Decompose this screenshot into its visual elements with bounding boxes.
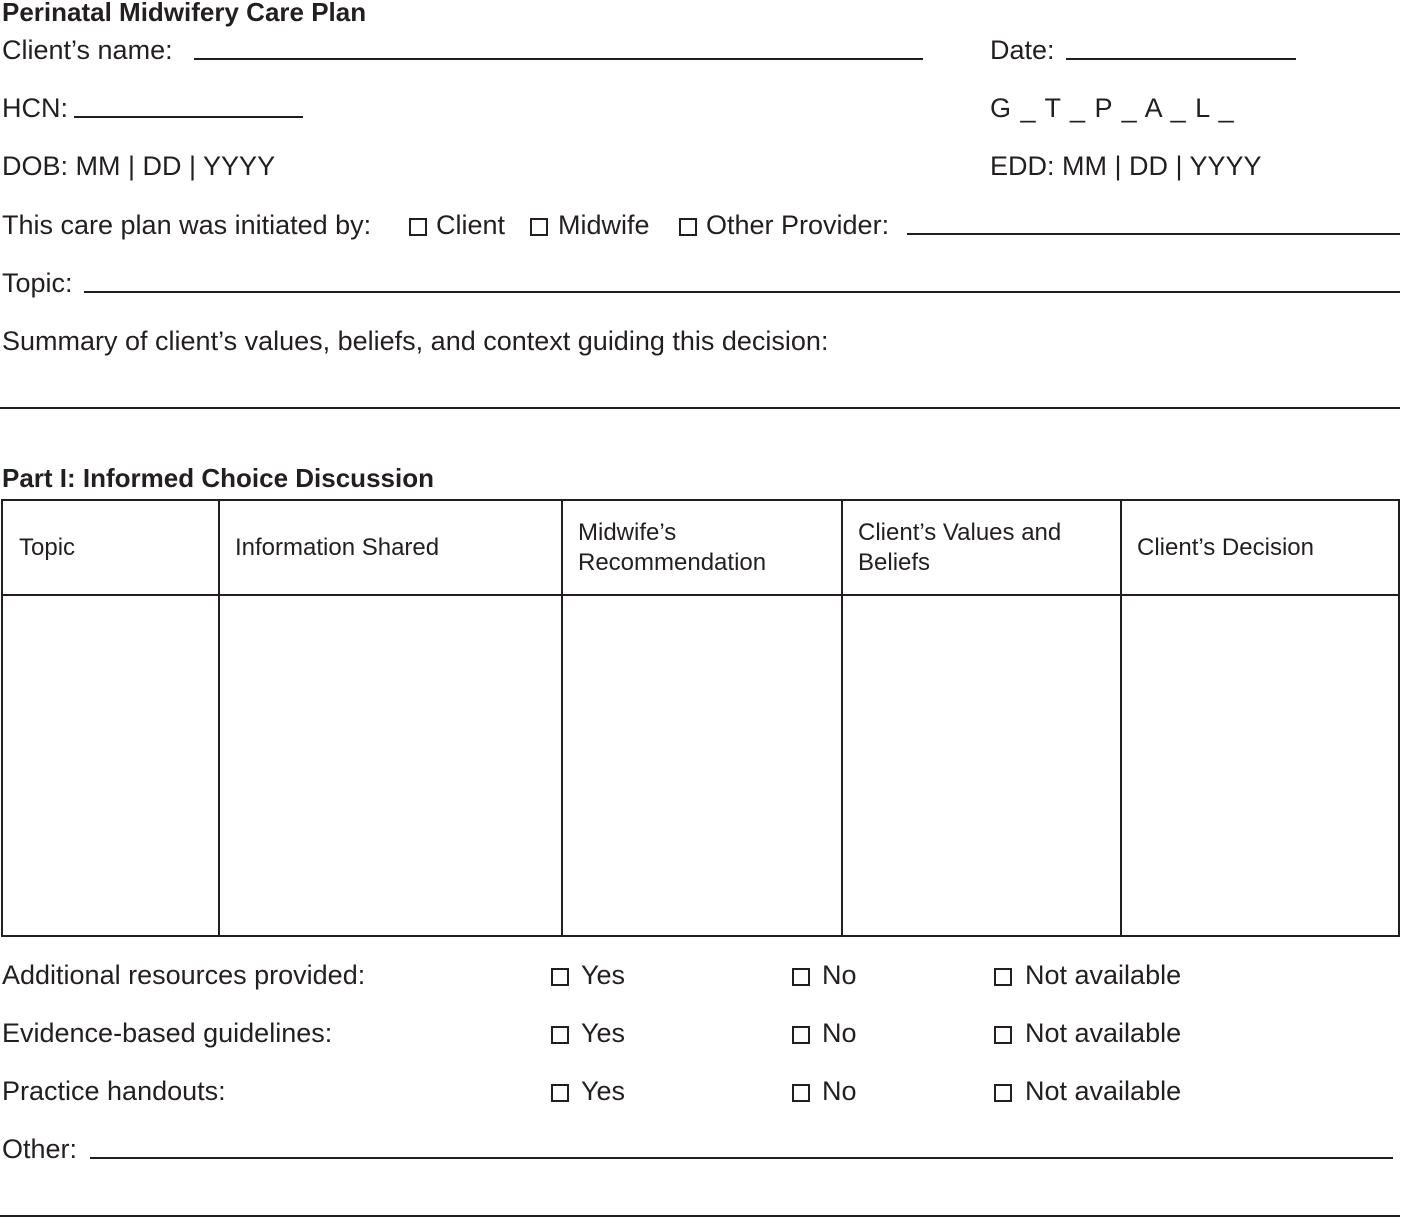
column-header-information-shared: Information Shared — [235, 533, 440, 561]
other-provider-field[interactable] — [907, 233, 1400, 235]
practice-handouts-yes-checkbox[interactable] — [551, 1084, 569, 1102]
yes-label: Yes — [581, 1076, 626, 1106]
no-label: No — [822, 1076, 857, 1106]
hcn-field[interactable] — [74, 116, 303, 118]
gtpal-field[interactable]: G _ T _ P _ A _ L _ — [990, 93, 1235, 123]
practice-handouts-label: Practice handouts: — [2, 1076, 226, 1106]
no-label: No — [822, 1018, 857, 1048]
client-checkbox[interactable] — [409, 218, 427, 236]
practice-handouts-no-checkbox[interactable] — [792, 1084, 810, 1102]
practice-handouts-not-available-checkbox[interactable] — [994, 1084, 1012, 1102]
topic-field[interactable] — [84, 291, 1400, 293]
column-header-client-decision: Client’s Decision — [1137, 533, 1314, 561]
client-name-field[interactable] — [194, 58, 923, 60]
part-1-heading: Part I: Informed Choice Discussion — [2, 463, 434, 493]
date-field[interactable] — [1066, 58, 1296, 60]
dob-field[interactable]: DOB: MM | DD | YYYY — [2, 151, 276, 181]
client-decision-cell[interactable] — [1122, 596, 1400, 935]
client-option-label: Client — [436, 210, 506, 240]
additional-resources-not-available-checkbox[interactable] — [994, 968, 1012, 986]
other-field-continued[interactable] — [0, 1215, 1400, 1217]
evidence-guidelines-yes-checkbox[interactable] — [551, 1026, 569, 1044]
client-name-label: Client’s name: — [2, 35, 173, 65]
additional-resources-no-checkbox[interactable] — [792, 968, 810, 986]
other-field[interactable] — [90, 1157, 1393, 1159]
date-label: Date: — [990, 35, 1055, 65]
informed-choice-table — [1, 499, 1400, 937]
initiated-by-label: This care plan was initiated by: — [2, 210, 372, 240]
column-header-client-values: Client’s Values and Beliefs — [858, 518, 1062, 576]
client-values-cell[interactable] — [843, 596, 1119, 935]
midwife-option-label: Midwife — [558, 210, 650, 240]
other-label: Other: — [2, 1134, 78, 1164]
not-available-label: Not available — [1025, 1076, 1182, 1106]
hcn-label: HCN: — [2, 93, 68, 123]
topic-cell[interactable] — [3, 596, 217, 935]
not-available-label: Not available — [1025, 1018, 1182, 1048]
yes-label: Yes — [581, 960, 626, 990]
form-title: Perinatal Midwifery Care Plan — [2, 0, 367, 27]
midwife-recommendation-cell[interactable] — [563, 596, 840, 935]
column-header-topic: Topic — [19, 533, 76, 561]
summary-label: Summary of client’s values, beliefs, and context guiding this decision: — [2, 326, 829, 356]
column-header-midwife-recommendation: Midwife’s Recommendation — [578, 518, 767, 576]
other-provider-label: Other Provider: — [706, 210, 890, 240]
topic-label: Topic: — [2, 268, 73, 298]
evidence-guidelines-not-available-checkbox[interactable] — [994, 1026, 1012, 1044]
evidence-guidelines-label: Evidence-based guidelines: — [2, 1018, 333, 1048]
yes-label: Yes — [581, 1018, 626, 1048]
edd-field[interactable]: EDD: MM | DD | YYYY — [990, 151, 1262, 181]
not-available-label: Not available — [1025, 960, 1182, 990]
information-shared-cell[interactable] — [220, 596, 560, 935]
no-label: No — [822, 960, 857, 990]
additional-resources-yes-checkbox[interactable] — [551, 968, 569, 986]
additional-resources-label: Additional resources provided: — [2, 960, 366, 990]
evidence-guidelines-no-checkbox[interactable] — [792, 1026, 810, 1044]
midwife-checkbox[interactable] — [530, 218, 548, 236]
other-provider-checkbox[interactable] — [679, 218, 697, 236]
summary-field[interactable] — [0, 407, 1400, 409]
